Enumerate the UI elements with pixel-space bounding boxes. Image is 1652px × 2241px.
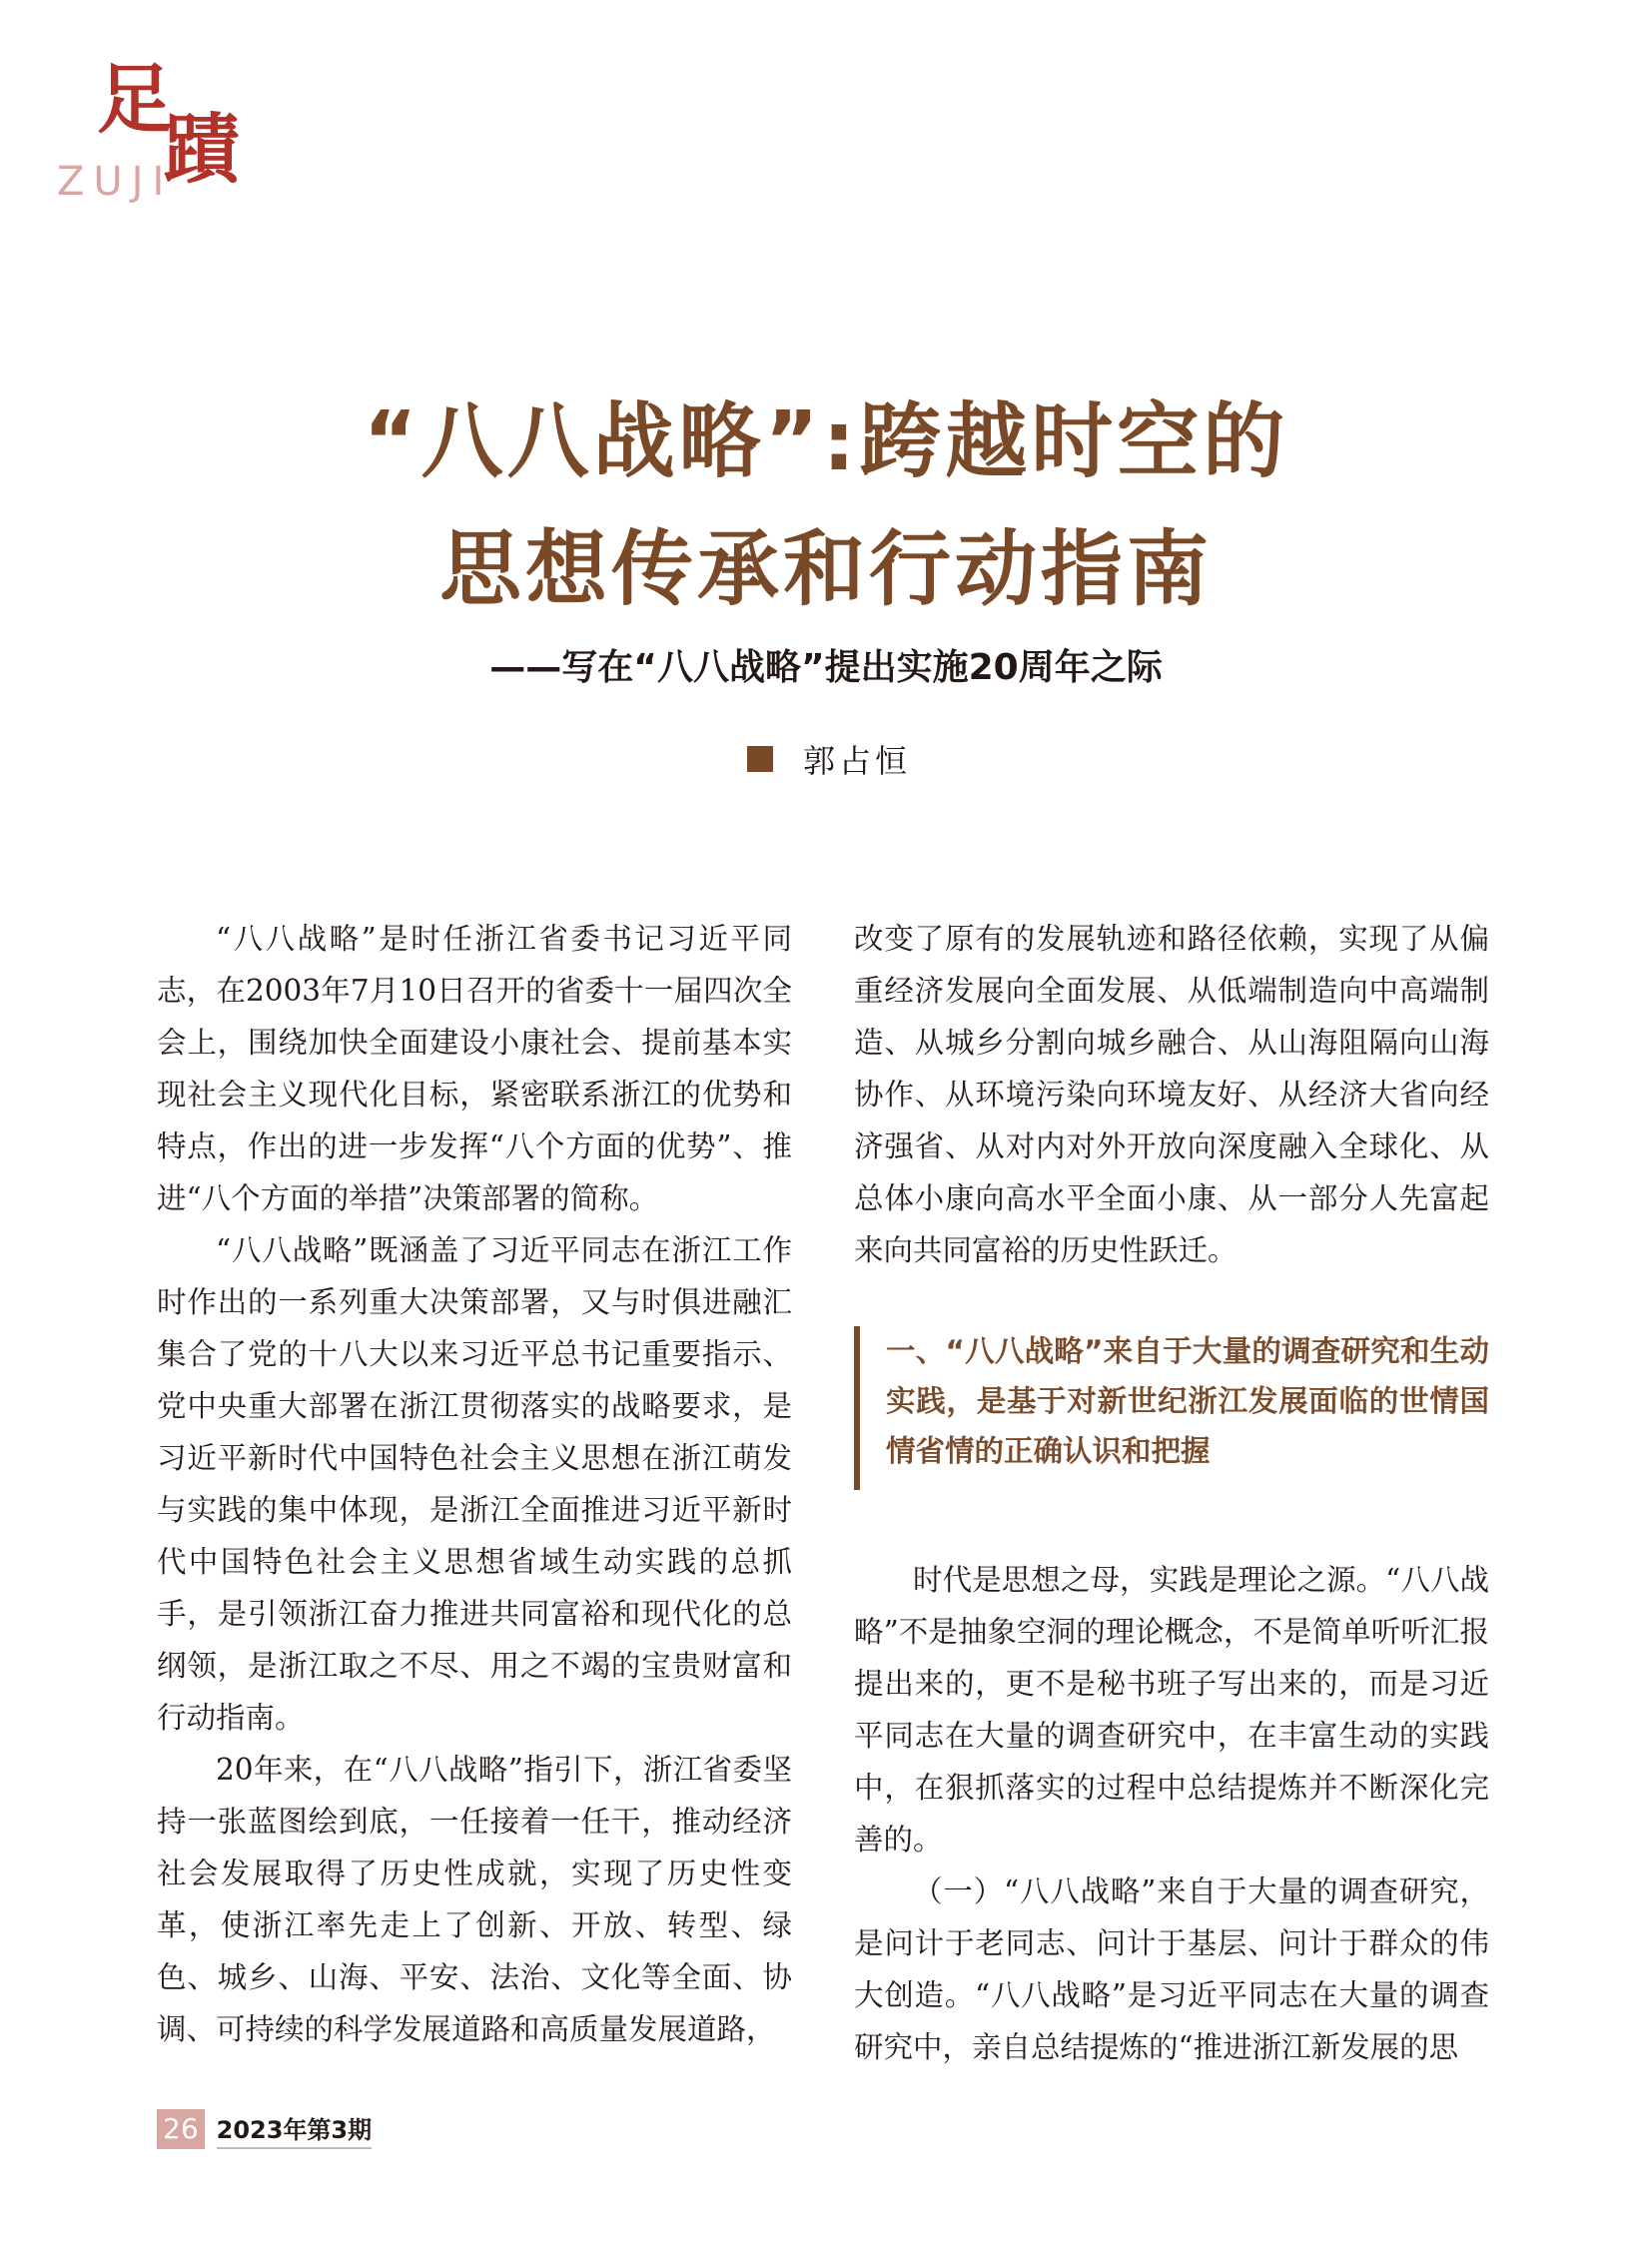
body-column-right-bottom [854, 1554, 1489, 2073]
byline-square-icon [747, 746, 773, 772]
article-title-line-1: “八八战略”:跨越时空的 [363, 394, 1289, 489]
body-paragraph: “八八战略”既涵盖了习近平同志在浙江工作时作出的一系列重大决策部署，又与时俱进融汇集合了党的十八大以来习近平总书记重要指示、党中央重大部署在浙江贯彻落实的战略要求，是习近平新时代中国特色社会主义思想在浙江萌发与实践的集中体现，是浙江全面推进习近平新时代中国特色社会主义思想省域生动实践的总抓手，是引领浙江奋力推进共同富裕和现代化的总纲领，是浙江取之不尽、用之不竭的宝贵财富和行动指南。 [157, 1233, 792, 1735]
logo-latin-text: ZUJI [57, 159, 174, 205]
body-paragraph: （一）“八八战略”来自于大量的调查研究，是问计于老同志、问计于基层、问计于群众的伟大创造。“八八战略”是习近平同志在大量的调查研究中，亲自总结提炼的“推进浙江新发展的思 [854, 1874, 1489, 2064]
body-paragraph: 时代是思想之母，实践是理论之源。“八八战略”不是抽象空洞的理论概念，不是简单听听汇报提出来的，更不是秘书班子写出来的，而是习近平同志在大量的调查研究中，在丰富生动的实践中，在狠抓落实的过程中总结提炼并不断深化完善的。 [854, 1563, 1489, 1857]
section-heading-block [854, 1326, 1489, 1490]
body-column-left [157, 913, 792, 2055]
logo-glyph-ji: 蹟 [164, 105, 240, 194]
body-paragraph: 20年来，在“八八战略”指引下，浙江省委坚持一张蓝图绘到底，一任接着一任干，推动经济社会发展取得了历史性成就，实现了历史性变革，使浙江率先走上了创新、开放、转型、绿色、城乡、山海、平安、法治、文化等全面、协调、可持续的科学发展道路和高质量发展道路， [157, 1753, 792, 2046]
column-logo [52, 55, 252, 212]
page-number: 26 [157, 2109, 205, 2149]
byline [747, 739, 911, 779]
logo-glyph-zu: 足 [97, 55, 173, 144]
article-subtitle: ——写在“八八战略”提出实施20周年之际 [489, 647, 1163, 688]
body-paragraph: “八八战略”是时任浙江省委书记习近平同志，在2003年7月10日召开的省委十一届四次全会上，围绕加快全面建设小康社会、提前基本实现社会主义现代化目标，紧密联系浙江的优势和特点，作出的进一步发挥“八个方面的优势”、推进“八个方面的举措”决策部署的简称。 [157, 922, 792, 1215]
body-paragraph-continuation: 改变了原有的发展轨迹和路径依赖，实现了从偏重经济发展向全面发展、从低端制造向中高端制造、从城乡分割向城乡融合、从山海阻隔向山海协作、从环境污染向环境友好、从经济大省向经济强省、从对内对外开放向深度融入全球化、从总体小康向高水平全面小康、从一部分人先富起来向共同富裕的历史性跃迁。 [854, 922, 1489, 1267]
body-column-right-top [854, 913, 1489, 1276]
issue-label: 2023年第3期 [217, 2110, 373, 2149]
page-footer [157, 2107, 372, 2151]
author-name: 郭占恒 [803, 742, 912, 780]
section-heading: 一、“八八战略”来自于大量的调查研究和生动实践，是基于对新世纪浙江发展面临的世情国情省情的正确认识和把握 [886, 1334, 1489, 1468]
article-title-line-2: 思想传承和行动指南 [438, 522, 1213, 617]
